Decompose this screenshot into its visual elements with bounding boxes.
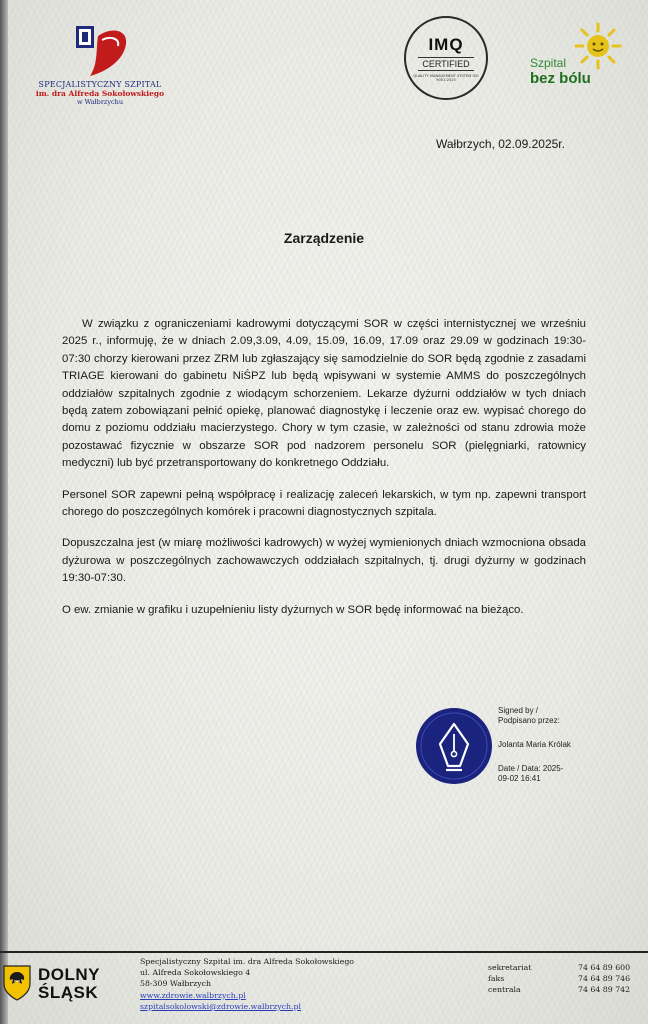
hospital-logo [10, 22, 190, 106]
document-body [62, 316, 586, 633]
signed-by-label-pl: Podpisano przez: [498, 716, 560, 725]
hospital-emblem-icon [68, 22, 132, 78]
hospital-name: SPECJALISTYCZNY SZPITAL [38, 80, 162, 89]
page-edge-shadow [0, 0, 8, 1024]
imq-ring [404, 16, 488, 100]
fountain-pen-nib-icon [414, 706, 494, 786]
body-paragraph-2: Personel SOR zapewni pełną współpracę i realizację zaleceń lekarskich, w tym np. zapewni transport chorego do poszczególnych komórek i pracowni diagnostycznych szpitala. [62, 488, 586, 519]
signer-name: Jolanta Maria Królak [498, 740, 571, 749]
contact-label-fax: faks [488, 974, 505, 984]
contact-label-secretariat: sekretariat [488, 963, 532, 972]
body-paragraph-3: Dopuszczalna jest (w miarę możliwości kadrowych) w wyżej wymienionych dniach wzmocniona obsada dyżurowa w poszczególnych zachowawczych oddziałach szpitalnych, tj. drugi dyżurny w godzinach 19:30-07:30. [62, 537, 586, 585]
footer-contact-numbers [578, 962, 630, 996]
document-title: Zarządzenie [283, 230, 365, 246]
dolny-slask-line1: DOLNY [38, 965, 100, 984]
footer-divider [0, 951, 648, 953]
imq-certified-logo [404, 16, 494, 100]
footer-hospital-name: Specjalistyczny Szpital im. dra Alfreda Sokołowskiego [140, 957, 354, 966]
footer-email-link[interactable]: szpitalsokolowski@zdrowie.walbrzych.pl [140, 1001, 302, 1011]
contact-label-switchboard: centrala [488, 985, 521, 995]
electronic-signature [414, 706, 604, 796]
footer-address [140, 956, 354, 1012]
signature-details [498, 706, 571, 784]
hospital-patron: im. dra Alfreda Sokołowskiego [35, 89, 165, 98]
footer-street: ul. Alfreda Sokołowskiego 4 [140, 968, 251, 978]
body-paragraph-4: O ew. zmianie w grafiku i uzupełnieniu listy dyżurnych w SOR będę informować na bieżąco. [62, 603, 524, 616]
imq-small-print: QUALITY MANAGEMENT SYSTEM ISO 9001:2015 [413, 73, 479, 82]
document-date: Wałbrzych, 02.09.2025r. [436, 137, 565, 151]
sun-icon [574, 22, 622, 70]
signature-date-label: Date / Data: 2025- [498, 764, 564, 773]
dolny-slask-logo [38, 966, 100, 1002]
footer-postcode-city: 58-309 Wałbrzych [140, 979, 212, 989]
hospital-city: w Wałbrzychu [76, 98, 124, 106]
dolny-slask-line2: ŚLĄSK [38, 983, 99, 1002]
body-paragraph-1: W związku z ograniczeniami kadrowymi dotyczącymi SOR w części internistycznej we wrześniu 2025 r., informuję, że w dniach 2.09,3.09, 4.09, 15.09, 16.09, 17.09 oraz 29.09 w godzinach 19:30-07:30 chorzy kierowani przez ZRM lub zgłaszający się samodzielnie do SOR będą zgodnie z zasadami TRIAGE kierowani do gabinetu NiŚPZ lub będą wpisywani w systemie AMMS do poszczególnych oddziałów szpitalnych zgodnie z wiodącym schorzeniem. Lekarze dyżurni oddziałów w tych dniach będą zatem zobowiązani pełnić opiekę, planować diagnostykę i leczenie oraz ew. wypisać chorego do domu z poziomu oddziału macierzystego. Chory w tym czasie, w zależności od stanu zdrowia może pozostawać fizycznie w obszarze SOR pod nadzorem personelu SOR (pielęgniarki, ratownicy medyczni) lub być przetransportowany do konkretnego Oddziału. [62, 318, 586, 470]
footer-contact-labels [488, 962, 531, 996]
pain-free-line1: Szpital [530, 56, 567, 70]
contact-number-secretariat: 74 64 89 600 [578, 963, 631, 972]
signed-by-label: Signed by / [498, 706, 539, 715]
pain-free-hospital-logo [528, 22, 628, 92]
signature-date-value: 09-02 16:41 [498, 774, 541, 783]
imq-mark: IMQ [428, 34, 464, 54]
eagle-coat-of-arms-icon [0, 962, 34, 1002]
contact-number-fax: 74 64 89 746 [578, 974, 631, 984]
imq-certified-label: CERTIFIED [418, 57, 473, 71]
contact-number-switchboard: 74 64 89 742 [578, 985, 631, 995]
footer-website-link[interactable]: www.zdrowie.walbrzych.pl [140, 990, 246, 1000]
pain-free-line2: bez bólu [530, 70, 591, 87]
